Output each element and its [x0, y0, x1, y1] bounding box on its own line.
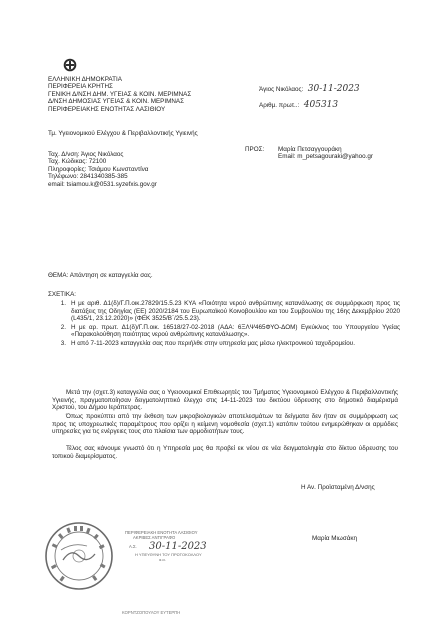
contact-block: [48, 151, 157, 188]
signature-name: Μαρία Μιωσάκη: [312, 535, 357, 542]
relative-item-number: 3.: [60, 339, 66, 347]
contact-line: Τηλέφωνο: 2841340385-385: [48, 173, 128, 181]
greek-emblem-icon: [63, 58, 77, 72]
signature-title: Η Αν. Προϊσταμένη Δ/νσης: [301, 484, 375, 491]
stamp-line: ΠΕΡΙΦΕΡΕΙΑΚΗ ΕΝΟΤΗΤΑ ΛΑΣΙΘΙΟΥ: [125, 530, 198, 535]
relative-label: ΣΧΕΤΙΚΑ:: [48, 291, 77, 298]
recipient-label: ΠΡΟΣ:: [245, 146, 265, 153]
subject-line: ΘΕΜΑ: Απάντηση σε καταγγελία σας.: [48, 272, 153, 279]
body-paragraph: Μετά την (σχετ.3) καταγγελία σας ο Υγειονομικοί Επιθεωρητές του Τμήματος Υγειονομικού Ελέγχου & Περιβαλλοντικής Υγιεινής, πραγματοποίησαν δειγματοληπτικό έλεγχο στις 14-11-2023 του δικτύου ύδρευσης στο δημοτικό διαμέρισμά Χριστού, του Δήμου Ιεράπετρας.: [52, 389, 398, 412]
stamp-label: Α.Σ.: [129, 544, 137, 549]
relative-item-number: 1.: [60, 300, 66, 307]
protocol-block: [259, 94, 338, 112]
handwritten-stamp-date: 30-11-2023: [149, 541, 207, 552]
handwritten-date: 30-11-2023: [307, 84, 360, 94]
relative-item: [48, 340, 400, 348]
contact-line: Ταχ. Κώδικας: 72100: [48, 158, 107, 166]
contact-line: Πληροφορίες: Τσιάμου Κωνσταντίνα: [48, 165, 149, 173]
relative-item-text: Η από 7-11-2023 καταγγελία σας που περιήλθε στην υπηρεσία μας μέσω ηλεκτρονικού ταχυδρομείου.: [71, 339, 355, 347]
official-seal-stamp: [43, 520, 115, 592]
stamp-line: Η ΥΠΕΥΘΥΝΗ ΤΟΥ ΠΡΩΤΟΚΟΛΛΟΥ: [135, 552, 202, 557]
contact-line: email: tsiamou.k@0531.syzefxis.gov.gr: [48, 180, 157, 188]
body-paragraph: Όπως προκύπτει από την έκθεση των μικροβιολογικών αποτελεσμάτων τα δείγματα δεν ήταν σε συμμόρφωση ως προς τις υποχρεωτικές παραμέτρους που ορίζει η κείμενη νομοθεσία (σχετ.1) κατόπιν τούτου ενημερώθηκαν οι αρμόδιες υπηρεσίες για τις ενέργειες τους στο πλαίσια των αρμοδιοτήτων τους.: [52, 413, 398, 436]
relative-list: [48, 300, 400, 348]
contact-line: Ταχ. Δ/νση: Άγιος Νικόλαος: [48, 151, 124, 158]
org-line: Δ/ΝΣΗ ΔΗΜΟΣΙΑΣ ΥΓΕΙΑΣ & ΚΟΙΝ. ΜΕΡΙΜΝΑΣ: [48, 98, 185, 106]
org-line: ΕΛΛΗΝΙΚΗ ΔΗΜΟΚΡΑΤΙΑ: [48, 76, 122, 83]
recipient-email: Email: m_petsagouraki@yahoo.gr: [278, 153, 373, 161]
relative-item: [48, 324, 400, 339]
stamp-line: ΑΚΡΙΒΕΣ ΑΝΤΙΓΡΑΦΟ: [133, 535, 176, 540]
relative-item-number: 2.: [60, 323, 66, 331]
recipient-name: Μαρία Πετσαγγουράκη: [278, 146, 342, 153]
body-paragraph: Τέλος σας κάνουμε γνωστό ότι η Υπηρεσία μας θα προβεί εκ νέου σε νέα δειγματοληψία στο δίκτυο ύδρευσης του τοπικού διαμερίσματος.: [52, 445, 398, 460]
department-line: Τμ. Υγειονομικού Ελέγχου & Περιβαλλοντικής Υγιεινής: [48, 130, 198, 137]
org-line: ΠΕΡΙΦΕΡΕΙΑΚΗΣ ΕΝΟΤΗΤΑΣ ΛΑΣΙΘΙΟΥ: [48, 105, 166, 113]
organization-header: [48, 76, 191, 113]
protocol-label: Αριθμ. πρωτ..:: [259, 102, 300, 109]
org-line: ΓΕΝΙΚΗ Δ/ΝΣΗ ΔΗΜ. ΥΓΕΙΑΣ & ΚΟΙΝ. ΜΕΡΙΜΝΑΣ: [48, 90, 192, 98]
relative-item: [48, 300, 400, 323]
stamp-name-line: ΚΟΡΝΤΖΟΠΟΥΛΟΥ ΕΥΤΕΡΠΗ: [122, 610, 181, 615]
handwritten-protocol-number: 405313: [303, 100, 339, 110]
relative-item-text: Η με αριθ. Δ1(δ)/Γ.Π.οικ.27829/15.5.23 ΚΥΑ «Ποιότητα νερού ανθρώπινης κατανάλωσης σε συμμόρφωση προς τις διατάξεις της Οδηγίας (ΕΕ) 2020/2184 του Ευρωπαϊκού Κοινοβουλίου και του Συμβουλίου της 16ης Δεκεμβρίου 2020 (L435/1, 23.12.2020)» (ΦΕΚ 3525/Β΄/25.5.23).: [71, 300, 400, 322]
recipient-block: [278, 146, 373, 161]
org-line: ΠΕΡΙΦΕΡΕΙΑ ΚΡΗΤΗΣ: [48, 83, 113, 91]
stamp-line: α.α.: [159, 557, 166, 562]
true-copy-stamp: [125, 530, 211, 566]
place-label: Άγιος Νικόλαος:: [259, 86, 304, 93]
relative-item-text: Η με αρ. πρωτ. Δ1(δ)/Γ.Π.οικ. 16518/27-02-2018 (ΑΔΑ: 6ΞΛΨ465ΦΥΟ-ΔΟΜ) Εγκύκλιος του Υπουργείου Υγείας «Παρακολούθηση ποιότητας νερού ανθρώπινης κατανάλωσης».: [71, 323, 400, 338]
